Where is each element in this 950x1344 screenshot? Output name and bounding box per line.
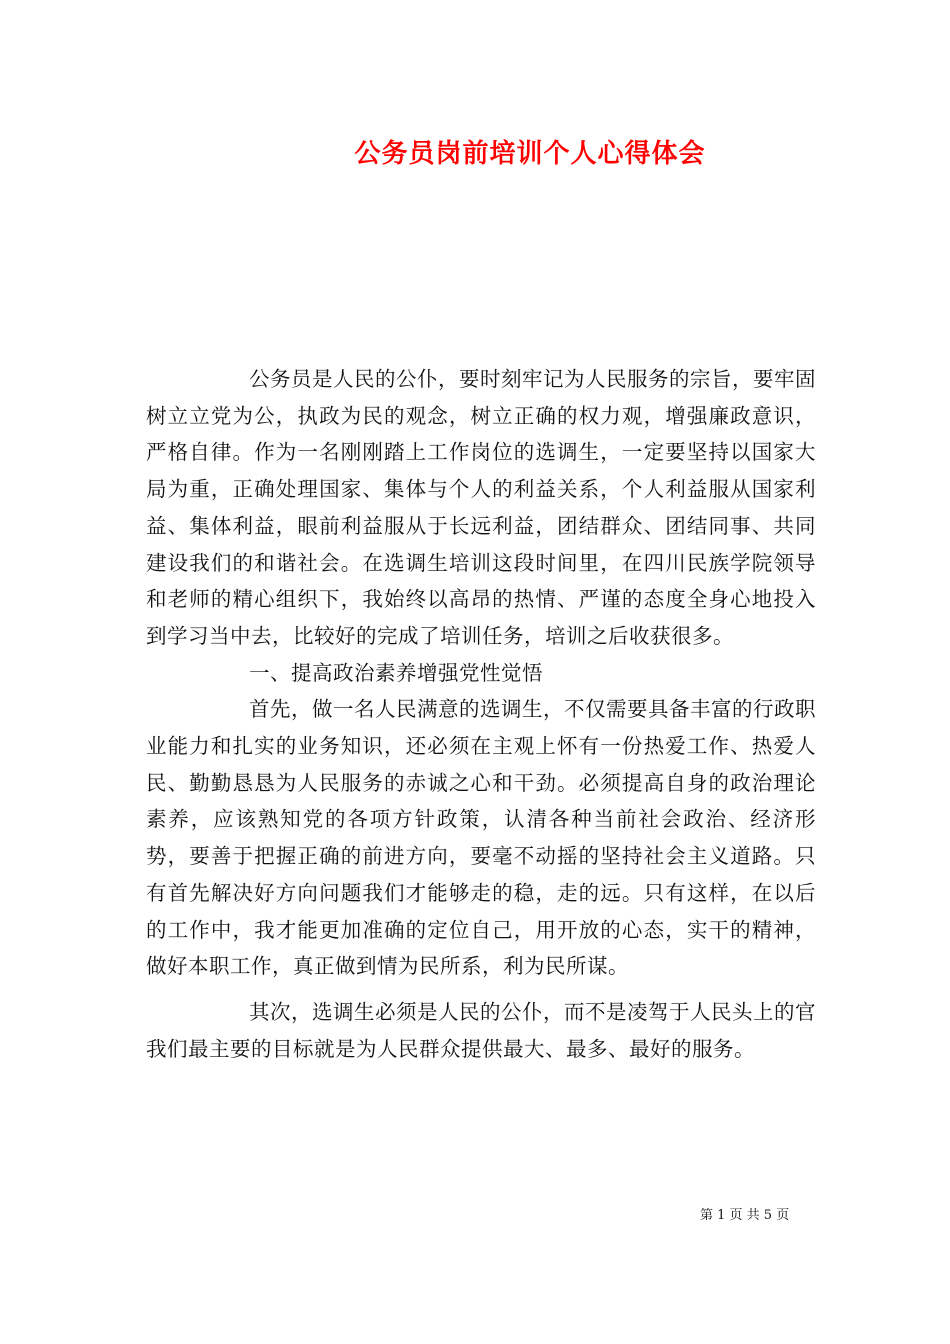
paragraph-intro: 公务员是人民的公仆，要时刻牢记为人民服务的宗旨，要牢固树立立党为公，执政为民的观念，树立正确的权力观，增强廉政意识，严格自律。作为一名刚刚踏上工作岗位的选调生，一定要坚持以国家大局为重，正确处理国家、集体与个人的利益关系，个人利益服从国家利益、集体利益，眼前利益服从于长远利益，团结群众、团结同事、共同建设我们的和谐社会。在选调生培训这段时间里，在四川民族学院领导和老师的精心组织下，我始终以高昂的热情、严谨的态度全身心地投入到学习当中去，比较好的完成了培训任务，培训之后收获很多。 [146, 367, 816, 648]
paragraph-first: 首先，做一名人民满意的选调生，不仅需要具备丰富的行政职业能力和扎实的业务知识，还必须在主观上怀有一份热爱工作、热爱人民、勤勤恳恳为人民服务的赤诚之心和干劲。必须提高自身的政治理论素养，应该熟知党的各项方针政策，认清各种当前社会政治、经济形势，要善于把握正确的前进方向，要毫不动摇的坚持社会主义道路。只有首先解决好方向问题我们才能够走的稳，走的远。只有这样，在以后的工作中，我才能更加准确的定位自己，用开放的心态，实干的精神，做好本职工作，真正做到情为民所系，利为民所谋。 [146, 697, 816, 979]
page-number: 第 1 页 共 5 页 [700, 1208, 790, 1223]
document-body [146, 361, 816, 1067]
document-title: 公务员岗前培训个人心得体会 [354, 139, 706, 169]
paragraph-second: 其次，选调生必须是人民的公仆，而不是凌驾于人民头上的官我们最主要的目标就是为人民群众提供最大、最多、最好的服务。 [146, 999, 816, 1061]
section-heading-1: 一、提高政治素养增强党性觉悟 [249, 660, 543, 685]
